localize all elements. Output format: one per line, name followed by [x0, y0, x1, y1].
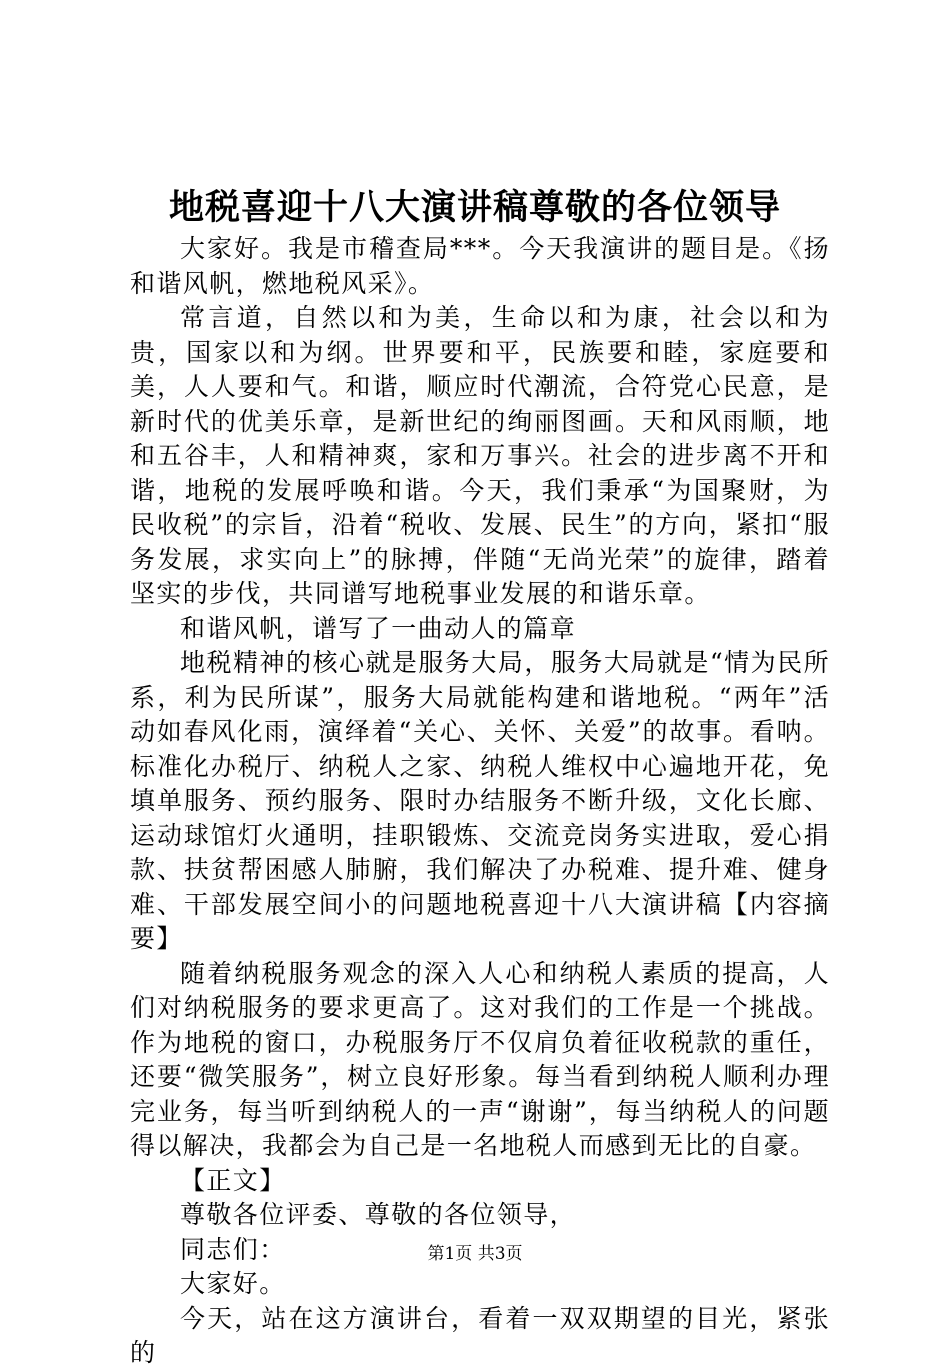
paragraph-service-core: 地税精神的核心就是服务大局，服务大局就是“情为民所系，利为民所谋”，服务大局就能构建和谐地税。“两年”活动如春风化雨，演绎着“关心、关怀、关爱”的故事。看呐。标准化办税厅、纳税人之家、纳税人维权中心遍地开花，免填单服务、预约服务、限时办结服务不断升级，文化长廊、运动球馆灯火通明，挂职锻炼、交流竞岗务实进取，爱心捐款、扶贫帮困感人肺腑，我们解决了办税难、提升难、健身难、干部发展空间小的问题地税喜迎十八大演讲稿【内容摘要】: [130, 648, 830, 953]
document-title: 地税喜迎十八大演讲稿尊敬的各位领导: [168, 187, 781, 228]
paragraph-harmony-intro: 常言道，自然以和为美，生命以和为康，社会以和为贵，国家以和为纲。世界要和平，民族要和睦，家庭要和美，人人要和气。和谐，顺应时代潮流，合符党心民意，是新时代的优美乐章，是新世纪的绚丽图画。天和风雨顺，地和五谷丰，人和精神爽，家和万事兴。社会的进步离不开和谐，地税的发展呼唤和谐。今天，我们秉承“为国聚财，为民收税”的宗旨，沿着“税收、发展、民生”的方向，紧扣“服务发展，求实向上”的脉搏，伴随“无尚光荣”的旋律，踏着坚实的步伐，共同谱写地税事业发展的和谐乐章。: [130, 303, 830, 608]
paragraph-greeting: 大家好。我是市稽查局***。今天我演讲的题目是。《扬和谐风帆，燃地税风采》。: [130, 234, 830, 298]
paragraph-opening: 今天，站在这方演讲台，看着一双双期望的目光，紧张的: [130, 1303, 830, 1367]
salutation-hello: 大家好。: [180, 1269, 286, 1298]
section-heading-harmony: 和谐风帆，谱写了一曲动人的篇章: [180, 613, 577, 643]
section-heading-main-text: 【正文】: [180, 1165, 286, 1195]
document-body: [130, 232, 830, 1371]
paragraph-tax-service: 随着纳税服务观念的深入人心和纳税人素质的提高，人们对纳税服务的要求更高了。这对我们的工作是一个挑战。作为地税的窗口，办税服务厅不仅肩负着征收税款的重任，还要“微笑服务”，树立良好形象。每当看到纳税人顺利办理完业务，每当听到纳税人的一声“谢谢”，每当纳税人的问题得以解决，我都会为自己是一名地税人而感到无比的自豪。: [130, 958, 830, 1160]
salutation-comrades: 同志们：: [180, 1234, 286, 1264]
page-number-footer: 第1页 共3页: [427, 1244, 523, 1264]
salutation-judges: 尊敬各位评委、尊敬的各位领导，: [180, 1200, 577, 1229]
